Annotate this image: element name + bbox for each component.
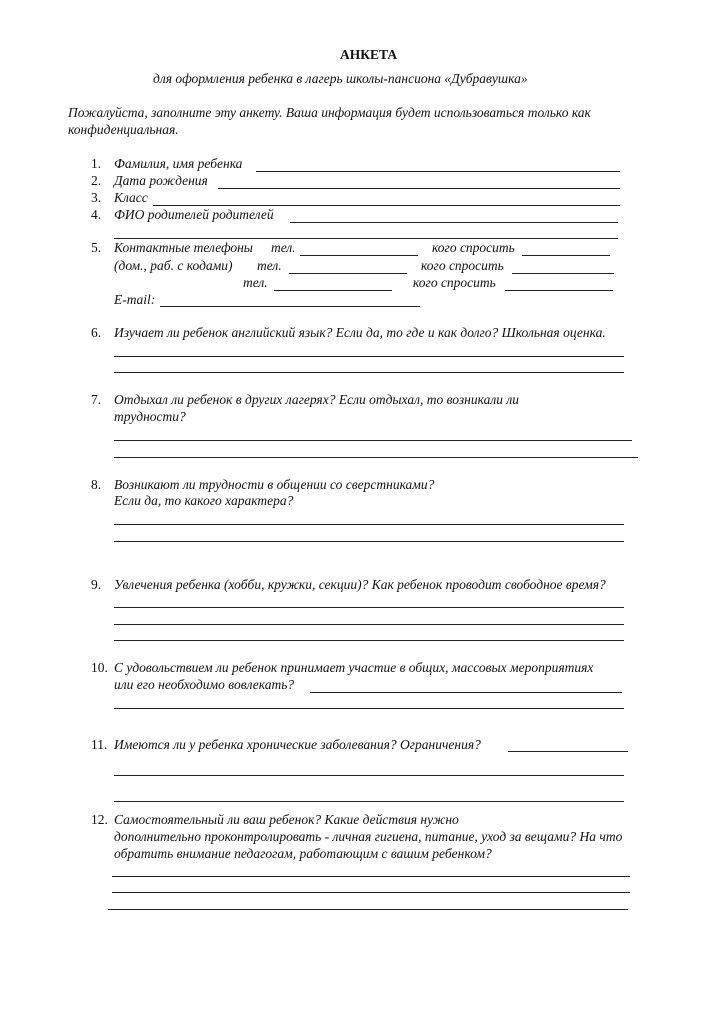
intro-line-1: Пожалуйста, заполните эту анкету. Ваша информация будет использоваться только как [68,105,591,120]
q2-number: 2. [91,173,102,188]
q10-number: 10. [91,660,108,675]
q9-answer-line-1[interactable] [114,607,624,608]
q2-label: Дата рождения [114,173,208,188]
q3-label: Класс [114,190,148,205]
q10-answer-line-1[interactable] [310,692,622,693]
q1-label: Фамилия, имя ребенка [114,156,243,171]
q4-answer-line-2[interactable] [114,238,618,239]
q7-answer-line-2[interactable] [114,457,638,458]
q7-label-line-2: трудности? [114,409,186,424]
q9-answer-line-3[interactable] [114,640,624,641]
q9-answer-line-2[interactable] [114,624,624,625]
q5-tel-line-1[interactable] [300,255,418,256]
q4-answer-line-1[interactable] [290,222,618,223]
q1-answer-line[interactable] [256,171,620,172]
q7-label-line-1: Отдыхал ли ребенок в других лагерях? Если отдыхал, то возникали ли [114,392,519,407]
q7-number: 7. [91,392,102,407]
q8-answer-line-2[interactable] [114,541,624,542]
q3-answer-line[interactable] [153,205,620,206]
q4-number: 4. [91,207,102,222]
intro-line-2: конфиденциальная. [68,122,179,137]
q4-label: ФИО родителей родителей [114,207,274,222]
q5-ask-line-3[interactable] [505,290,613,291]
q5-email-line[interactable] [160,306,420,307]
page-title: АНКЕТА [340,47,398,62]
q10-answer-line-2[interactable] [114,708,624,709]
q3-number: 3. [91,190,102,205]
q5-label: Контактные телефоны [114,240,253,255]
q12-number: 12. [91,812,108,827]
q5-ask-label-3: кого спросить [413,275,496,290]
q8-number: 8. [91,477,102,492]
q5-tel-line-3[interactable] [274,290,392,291]
q12-answer-line-3[interactable] [108,909,628,910]
q8-label-line-2: Если да, то какого характера? [114,493,294,508]
q5-ask-label-2: кого спросить [421,258,504,273]
q11-number: 11. [91,737,108,752]
q10-label-line-2: или его необходимо вовлекать? [114,677,295,692]
q7-answer-line-1[interactable] [114,440,632,441]
q12-label-line-2: дополнительно проконтролировать - личная гигиена, питание, уход за вещами? На что [114,829,623,844]
q5-ask-line-2[interactable] [512,273,614,274]
q5-tel-line-2[interactable] [289,273,407,274]
q9-label: Увлечения ребенка (хобби, кружки, секции)? Как ребенок проводит свободное время? [114,577,606,592]
q8-answer-line-1[interactable] [114,524,624,525]
q12-answer-line-2[interactable] [112,892,630,893]
q5-ask-line-1[interactable] [522,255,610,256]
q10-label-line-1: С удовольствием ли ребенок принимает участие в общих, массовых мероприятиях [114,660,594,675]
q6-label: Изучает ли ребенок английский язык? Если да, то где и как долго? Школьная оценка. [114,325,606,340]
q12-label-line-1: Самостоятельный ли ваш ребенок? Какие действия нужно [114,812,459,827]
q1-number: 1. [91,156,102,171]
q5-tel-label-1: тел. [271,240,296,255]
q6-answer-line-2[interactable] [114,372,624,373]
q11-label: Имеются ли у ребенка хронические заболевания? Ограничения? [114,737,481,752]
q6-number: 6. [91,325,102,340]
q8-label-line-1: Возникают ли трудности в общении со сверстниками? [114,477,435,492]
q5-tel-label-2: тел. [257,258,282,273]
q11-answer-line-2[interactable] [114,775,624,776]
q12-answer-line-1[interactable] [112,876,630,877]
page-subtitle: для оформления ребенка в лагерь школы-пансиона «Дубравушка» [153,71,528,86]
q5-email-label: E-mail: [114,292,156,307]
q11-answer-line-3[interactable] [114,801,624,802]
q6-answer-line-1[interactable] [114,356,624,357]
q5-sublabel: (дом., раб. с кодами) [114,258,233,273]
q5-tel-label-3: тел. [243,275,268,290]
q12-label-line-3: обратить внимание педагогам, работающим с вашим ребенком? [114,846,492,861]
q2-answer-line[interactable] [218,188,620,189]
q5-ask-label-1: кого спросить [432,240,515,255]
q11-answer-line-1[interactable] [508,751,628,752]
q9-number: 9. [91,577,102,592]
q5-number: 5. [91,240,102,255]
